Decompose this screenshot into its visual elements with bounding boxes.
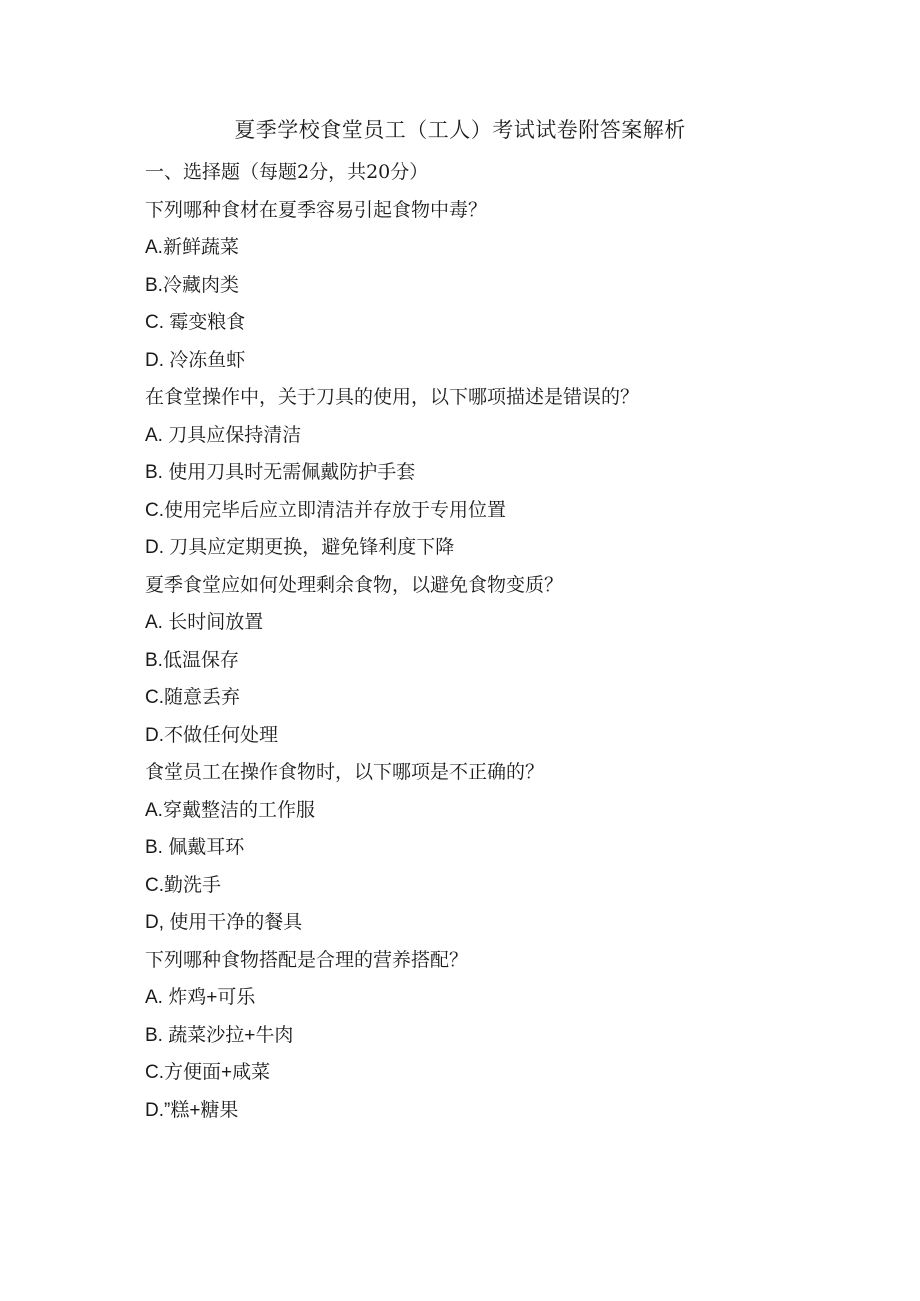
question-2 bbox=[145, 379, 845, 567]
option-c: C. 霉变粮食 bbox=[145, 312, 246, 333]
option-a: A.穿戴整洁的工作服 bbox=[145, 799, 315, 821]
option-b: B.低温保存 bbox=[145, 649, 239, 671]
question-5 bbox=[145, 942, 845, 1130]
question-3 bbox=[145, 567, 845, 755]
option-b: B. 佩戴耳环 bbox=[145, 837, 245, 858]
option-b: B.冷藏肉类 bbox=[145, 274, 239, 296]
option-d: D. 冷冻鱼虾 bbox=[145, 349, 246, 371]
option-c: C.随意丢弃 bbox=[145, 687, 241, 708]
option-a: A. 炸鸡+可乐 bbox=[145, 987, 256, 1008]
option-a: A. 刀具应保持清洁 bbox=[145, 424, 302, 446]
exam-content bbox=[145, 154, 845, 1129]
option-a: A. 长时间放置 bbox=[145, 612, 264, 633]
question-text: 下列哪种食材在夏季容易引起食物中毒？ bbox=[145, 198, 488, 221]
option-d: D.”糕+糖果 bbox=[145, 1099, 239, 1121]
option-d: D.不做任何处理 bbox=[145, 724, 279, 746]
option-b: B. 使用刀具时无需佩戴防护手套 bbox=[145, 462, 416, 483]
option-a: A.新鲜蔬菜 bbox=[145, 237, 239, 258]
option-d: D. 刀具应定期更换，避免锋利度下降 bbox=[145, 537, 455, 558]
option-c: C.方便面+咸菜 bbox=[145, 1062, 271, 1083]
question-text: 在食堂操作中，关于刀具的使用，以下哪项描述是错误的？ bbox=[145, 386, 640, 408]
question-text: 夏季食堂应如何处理剩余食物，以避免食物变质？ bbox=[145, 573, 564, 596]
question-text: 下列哪种食物搭配是合理的营养搭配？ bbox=[145, 948, 469, 971]
option-c: C.勤洗手 bbox=[145, 874, 222, 896]
question-1 bbox=[145, 192, 845, 380]
question-text: 食堂员工在操作食物时，以下哪项是不正确的？ bbox=[145, 761, 545, 783]
section-heading: 一、选择题（每题2分，共20分） bbox=[145, 161, 429, 183]
document-title: 夏季学校食堂员工（工人）考试试卷附答案解析 bbox=[234, 118, 686, 142]
option-b: B. 蔬菜沙拉+牛肉 bbox=[145, 1024, 294, 1046]
question-4 bbox=[145, 754, 845, 942]
option-d: D, 使用干净的餐具 bbox=[145, 912, 303, 933]
option-c: C.使用完毕后应立即清洁并存放于专用位置 bbox=[145, 499, 507, 521]
